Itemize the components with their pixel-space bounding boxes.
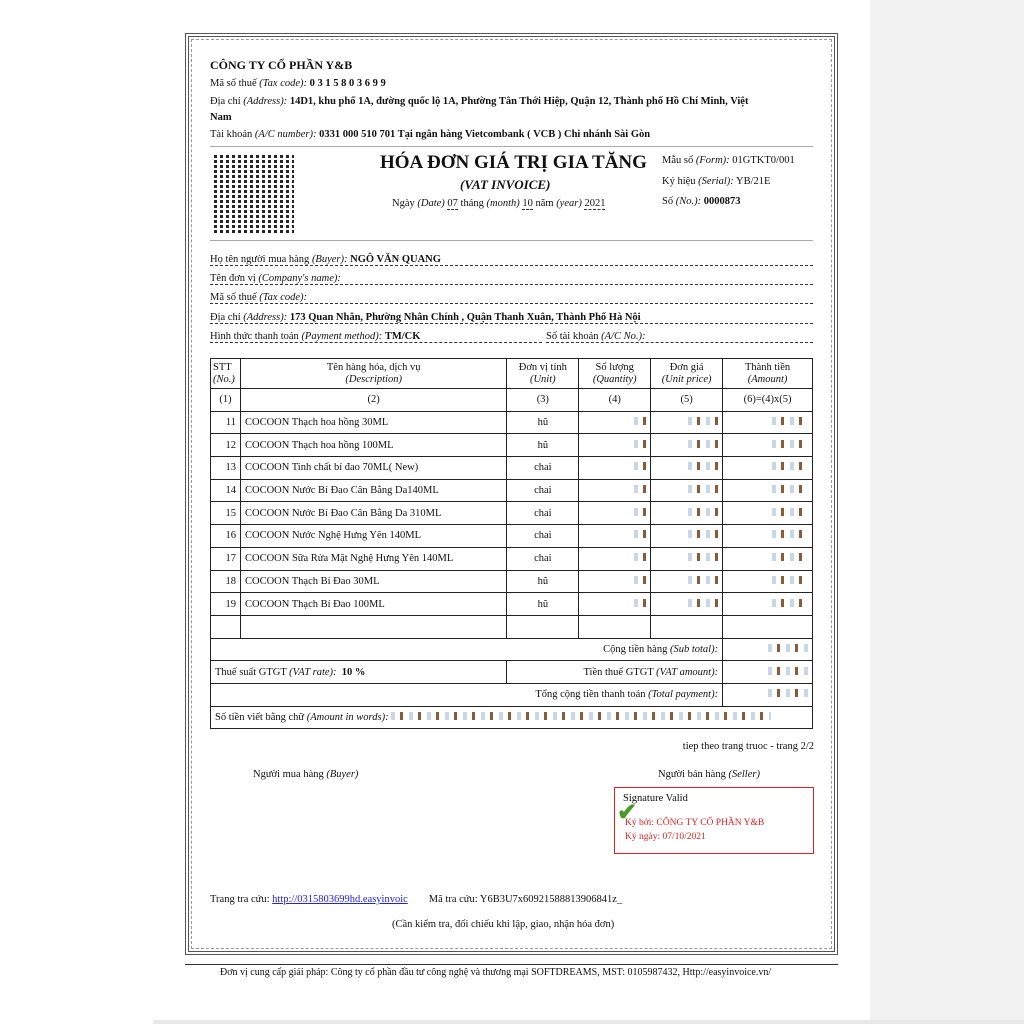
divider [210,146,813,147]
table-row: 16 COCOON Nước Nghệ Hưng Yên 140ML chai [211,525,813,548]
signed-date: Ký ngày: 07/10/2021 [625,832,706,842]
column-header: STT (No.) [211,359,241,389]
invoice-number: Số (No.): 0000873 [662,196,741,207]
items-table [210,358,813,729]
column-number: (5) [651,389,723,412]
invoice-title-en: (VAT INVOICE) [460,177,551,192]
payment-row: Hình thức thanh toán (Payment method): TM/CK [210,331,542,343]
checkmark-icon: ✔ [617,800,638,826]
buyer-company-row: Tên đơn vị (Company's name): [210,273,813,285]
lookup-code: Y6B3U7x60921588813906841z_ [479,894,623,905]
total-value [723,683,813,706]
table-row: 12 COCOON Thạch hoa hồng 100ML hũ [211,434,813,457]
buyer-address-row: Địa chỉ (Address): 173 Quan Nhân, Phường Nhân Chính , Quận Thanh Xuân, Thành Phố Hà Nội [210,312,813,324]
divider [210,240,813,241]
buyer-tax-row: Mã số thuế (Tax code): [210,292,813,304]
table-row: 13 COCOON Tinh chất bí đao 70ML( New) chai [211,457,813,480]
subtotal-label: Cộng tiền hàng (Sub total): [211,638,723,661]
invoice-date: Ngày (Date) 07 tháng (month) 10 năm (year) 2021 [392,198,606,209]
column-header: Tên hàng hóa, dịch vụ (Description) [240,359,506,389]
seller-sign-label: Người bán hàng (Seller) [658,769,760,780]
subtotal-value [723,638,813,661]
table-row: 17 COCOON Sữa Rửa Mặt Nghệ Hưng Yên 140ML chai [211,547,813,570]
lookup-row: Trang tra cứu: http://0315803699hd.easyinvoic Mã tra cứu: Y6B3U7x60921588813906841z_ [210,894,623,905]
table-row: 14 COCOON Nước Bí Đao Cân Bằng Da140ML chai [211,479,813,502]
column-number: (2) [240,389,506,412]
seller-tax-row: Mã số thuế (Tax code): 0 3 1 5 8 0 3 6 9 9 [210,78,386,89]
seller-account-row: Tài khoản (A/C number): 0331 000 510 701 Tại ngân hàng Vietcombank ( VCB ) Chi nhánh Sài Gòn [210,129,651,140]
column-header: Đơn giá (Unit price) [651,359,723,389]
lookup-link[interactable]: http://0315803699hd.easyinvoic [272,894,408,905]
vat-amount-value [723,661,813,684]
invoice-title: HÓA ĐƠN GIÁ TRỊ GIA TĂNG [380,152,647,173]
vat-amount-label: Tiền thuế GTGT (VAT amount): [507,661,723,684]
seller-name: CÔNG TY CỔ PHẦN Y&B [210,58,353,72]
seller-address-row: Địa chỉ (Address): 14D1, khu phố 1A, đường quốc lộ 1A, Phường Tân Thới Hiệp, Quận 12, Thành phố Hồ Chí Minh, Việt [210,96,749,107]
column-header: Đơn vị tính (Unit) [507,359,579,389]
column-number: (3) [507,389,579,412]
viewer-background [870,0,1024,1024]
column-number: (6)=(4)x(5) [723,389,813,412]
buyer-name-row: Họ tên người mua hàng (Buyer): NGÔ VĂN QUANG [210,254,813,266]
buyer-account-row: Số tài khoản (A/C No.): [546,331,813,343]
table-row: 19 COCOON Thạch Bí Đao 100ML hũ [211,593,813,616]
table-row: 18 COCOON Thạch Bí Đao 30ML hũ [211,570,813,593]
qr-code [214,153,294,233]
serial: Ký hiệu (Serial): YB/21E [662,176,771,187]
vat-rate: Thuế suất GTGT (VAT rate): 10 % [211,661,507,684]
table-row: 11 COCOON Thạch hoa hồng 30ML hũ [211,411,813,434]
column-number: (1) [211,389,241,412]
column-header: Thành tiền (Amount) [723,359,813,389]
provider-note: Đơn vị cung cấp giải pháp: Công ty cổ phần đầu tư công nghệ và thương mại SOFTDREAMS, MST: 0105987432, Http://easyinvoice.vn/ [220,967,772,978]
check-note: (Cần kiểm tra, đối chiếu khi lập, giao, nhận hóa đơn) [392,919,615,930]
amount-in-words: Số tiền viết bằng chữ (Amount in words): [211,706,813,729]
signed-by: Ký bởi: CÔNG TY CỔ PHẦN Y&B [625,818,765,828]
buyer-sign-label: Người mua hàng (Buyer) [253,769,359,780]
seller-address-cont: Nam [210,112,232,123]
total-label: Tổng cộng tiền thanh toán (Total payment): [211,683,723,706]
table-row: 15 COCOON Nước Bí Đao Cân Bằng Da 310ML chai [211,502,813,525]
signature-valid: Signature Valid [623,793,688,804]
column-header: Số lượng (Quantity) [579,359,651,389]
viewer-background-bottom [153,1020,1024,1024]
form-number: Mẫu số (Form): 01GTKT0/001 [662,155,795,166]
signature-box [614,787,814,854]
column-number: (4) [579,389,651,412]
page-note: tiep theo trang truoc - trang 2/2 [682,741,814,752]
divider [185,964,838,965]
seller-tax-code: 0 3 1 5 8 0 3 6 9 9 [309,78,386,89]
